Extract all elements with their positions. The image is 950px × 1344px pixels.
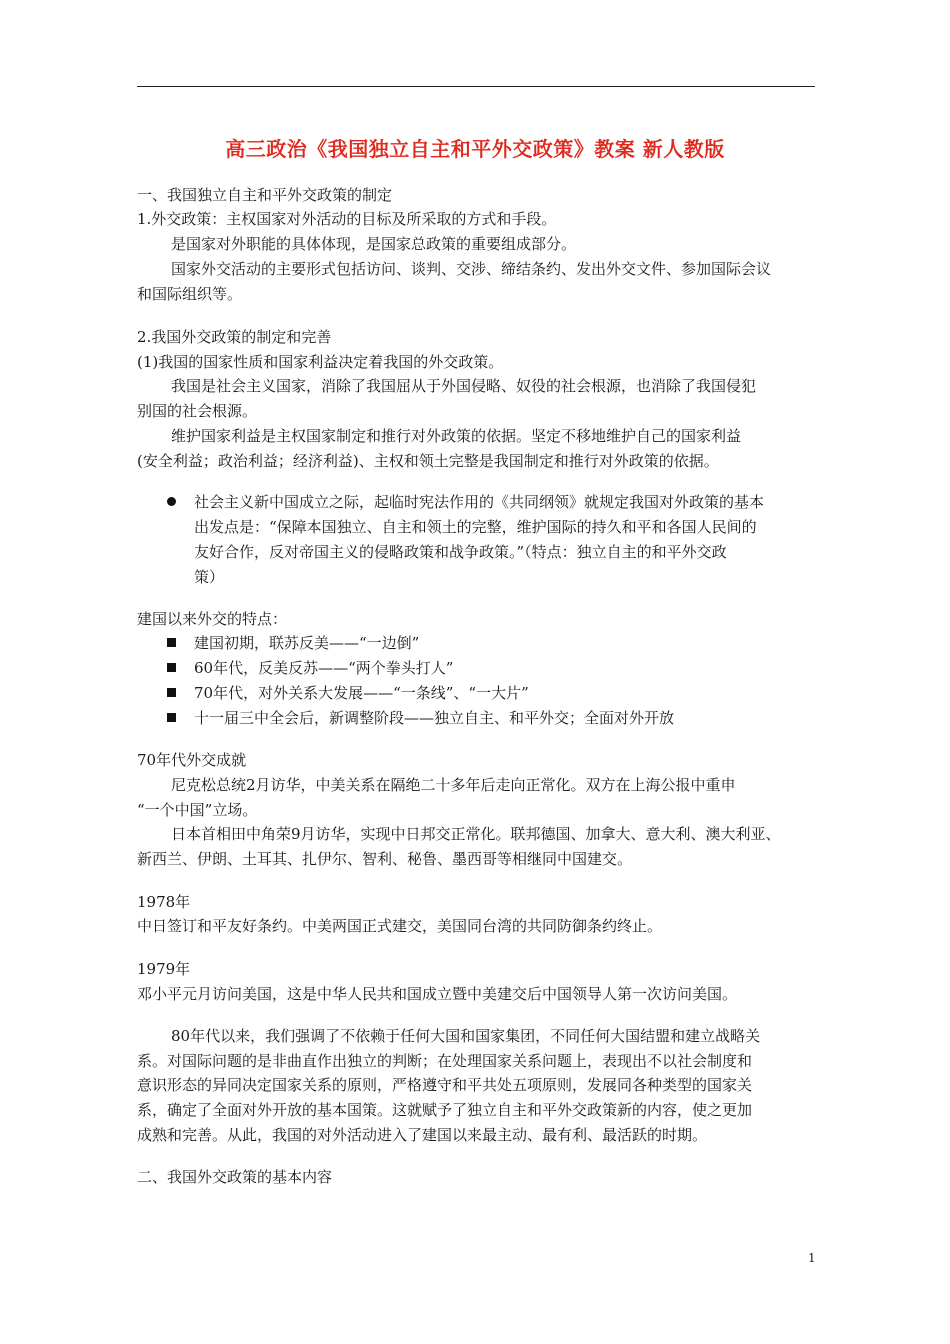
square-bullet-icon [167,713,176,722]
subsection-heading: 70年代外交成就 [137,751,247,769]
section-heading-2: 二、我国外交政策的基本内容 [137,1168,333,1186]
list-item: 60年代，反美反苏——“两个拳头打人” [194,659,454,677]
list-heading: 建国以来外交的特点： [137,610,288,628]
section-heading-1: 一、我国独立自主和平外交政策的制定 [137,186,393,204]
paragraph-line: 系。对国际问题的是非曲直作出独立的判断；在处理国家关系问题上，表现出不以社会制度和 [137,1052,753,1070]
square-bullet-icon [167,663,176,672]
paragraph-line: 成熟和完善。从此，我国的对外活动进入了建国以来最主动、最有利、最活跃的时期。 [137,1126,708,1144]
bullet-text-line: 策） [194,568,225,586]
subsection-heading: 2.我国外交政策的制定和完善 [137,328,332,346]
year-heading: 1978年 [137,893,191,911]
bullet-text-line: 友好合作，反对帝国主义的侵略政策和战争政策。”（特点：独立自主的和平外交政 [194,543,727,561]
header-rule [137,86,815,87]
square-bullet-icon [167,688,176,697]
list-item: 十一届三中全会后，新调整阶段——独立自主、和平外交；全面对外开放 [194,709,675,727]
page-number: 1 [808,1251,816,1265]
paragraph-line: 尼克松总统2月访华，中美关系在隔绝二十多年后走向正常化。双方在上海公报中重申 [171,776,736,794]
paragraph-line: (1)我国的国家性质和国家利益决定着我国的外交政策。 [137,353,504,371]
document-title: 高三政治《我国独立自主和平外交政策》教案 新人教版 [225,137,725,161]
paragraph-line: 意识形态的异同决定国家关系的原则，严格遵守和平共处五项原则，发展同各种类型的国家关 [137,1076,753,1094]
square-bullet-icon [167,638,176,647]
paragraph-line: 日本首相田中角荣9月访华，实现中日邦交正常化。联邦德国、加拿大、意大利、澳大利亚、 [171,825,781,843]
paragraph-line: 维护国家利益是主权国家制定和推行对外政策的依据。坚定不移地维护自己的国家利益 [171,427,742,445]
paragraph-line: 国家外交活动的主要形式包括访问、谈判、交涉、缔结条约、发出外交文件、参加国际会议 [171,260,772,278]
paragraph-line: 中日签订和平友好条约。中美两国正式建交，美国同台湾的共同防御条约终止。 [137,917,663,935]
paragraph-line: 是国家对外职能的具体体现，是国家总政策的重要组成部分。 [171,235,577,253]
paragraph-line: (安全利益；政治利益；经济利益)、主权和领土完整是我国制定和推行对外政策的依据。 [137,452,719,470]
bullet-text-line: 出发点是：“保障本国独立、自主和领土的完整，维护国际的持久和平和各国人民间的 [194,518,757,536]
paragraph-line: 80年代以来，我们强调了不依赖于任何大国和国家集团，不同任何大国结盟和建立战略关 [171,1027,761,1045]
paragraph-line: 1.外交政策：主权国家对外活动的目标及所采取的方式和手段。 [137,210,557,228]
paragraph-line: “一个中国”立场。 [137,801,258,819]
bullet-dot-icon [167,497,176,506]
paragraph-line: 新西兰、伊朗、土耳其、扎伊尔、智利、秘鲁、墨西哥等相继同中国建交。 [137,850,633,868]
paragraph-line: 系，确定了全面对外开放的基本国策。这就赋予了独立自主和平外交政策新的内容，使之更加 [137,1101,753,1119]
bullet-text-line: 社会主义新中国成立之际，起临时宪法作用的《共同纲领》就规定我国对外政策的基本 [194,493,765,511]
paragraph-line: 别国的社会根源。 [137,402,258,420]
list-item: 70年代，对外关系大发展——“一条线”、“一大片” [194,684,529,702]
paragraph-line: 我国是社会主义国家，消除了我国屈从于外国侵略、奴役的社会根源，也消除了我国侵犯 [171,377,757,395]
year-heading: 1979年 [137,960,191,978]
paragraph-line: 和国际组织等。 [137,285,243,303]
paragraph-line: 邓小平元月访问美国，这是中华人民共和国成立暨中美建交后中国领导人第一次访问美国。 [137,985,738,1003]
list-item: 建国初期，联苏反美——“一边倒” [194,634,420,652]
